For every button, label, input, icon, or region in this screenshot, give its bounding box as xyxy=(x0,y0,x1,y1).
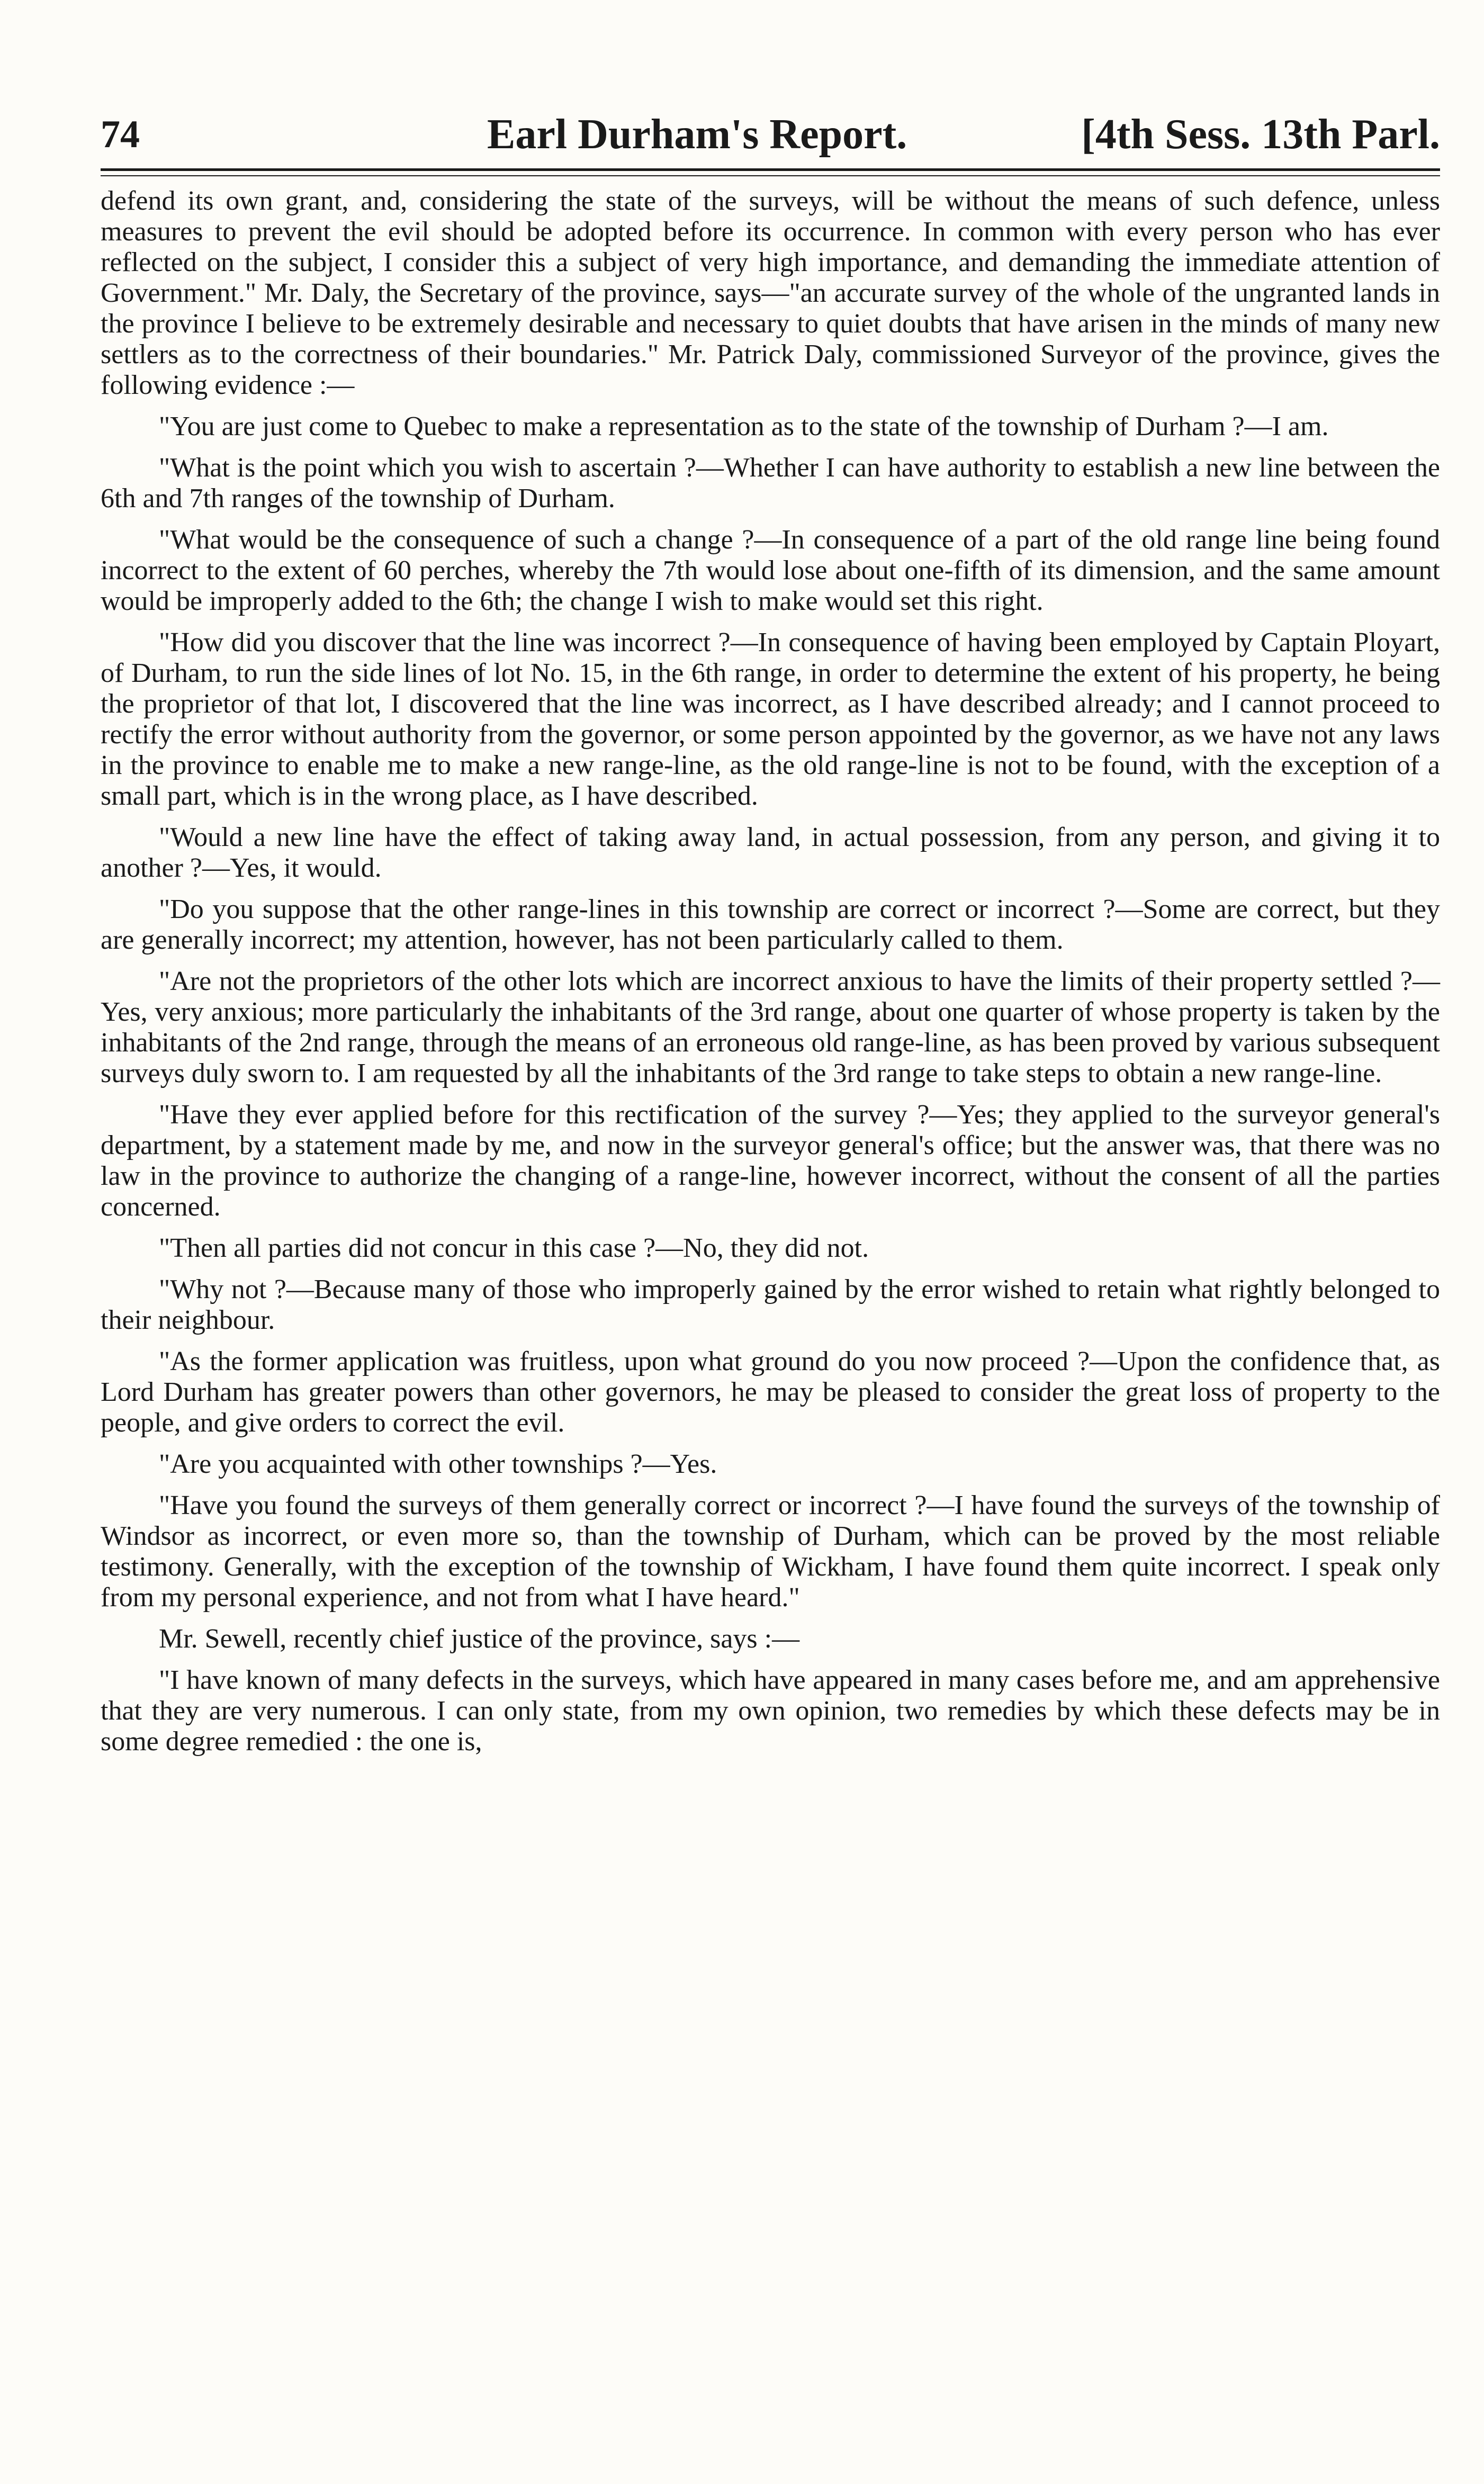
paragraph: "I have known of many defects in the surveys, which have appeared in many cases before me, and am apprehensive that they are very numerous. I can only state, from my own opinion, two remedies by which these defects may be in some degree remedied : the one is, xyxy=(101,1665,1440,1757)
paragraph: "How did you discover that the line was incorrect ?—In consequence of having been employed by Captain Ployart, of Durham, to run the side lines of lot No. 15, in the 6th range, in order to determine the extent of his property, he being the proprietor of that lot, I discovered that the line was incorrect, as I have described already; and I cannot proceed to rectify the error without authority from the governor, or some person appointed by the governor, as we have not any laws in the province to enable me to make a new range-line, as the old range-line is not to be found, with the exception of a small part, which is in the wrong place, as I have described. xyxy=(101,627,1440,811)
paragraph: "Have you found the surveys of them generally correct or incorrect ?—I have found the surveys of the township of Windsor as incorrect, or even more so, than the township of Durham, which can be proved by the most reliable testimony. Generally, with the exception of the township of Wickham, I have found them quite incorrect. I speak only from my personal experience, and not from what I have heard." xyxy=(101,1490,1440,1613)
session-label: [4th Sess. 13th Parl. xyxy=(1081,111,1440,158)
document-page xyxy=(101,106,1440,2435)
paragraph: "As the former application was fruitless, upon what ground do you now proceed ?—Upon the confidence that, as Lord Durham has greater powers than other governors, he may be pleased to consider the great loss of property to the people, and give orders to correct the evil. xyxy=(101,1346,1440,1438)
page-number: 74 xyxy=(101,113,140,156)
paragraph: "Do you suppose that the other range-lines in this township are correct or incorrect ?—Some are correct, but they are generally incorrect; my attention, however, has not been particularly called to them. xyxy=(101,894,1440,955)
paragraph: "Are not the proprietors of the other lots which are incorrect anxious to have the limits of their property settled ?—Yes, very anxious; more particularly the inhabitants of the 3rd range, about one quarter of whose property is taken by the inhabitants of the 2nd range, through the means of an erroneous old range-line, as has been proved by various subsequent surveys duly sworn to. I am requested by all the inhabitants of the 3rd range to take steps to obtain a new range-line. xyxy=(101,966,1440,1088)
page-header xyxy=(101,106,1440,164)
paragraph: "You are just come to Quebec to make a representation as to the state of the township of Durham ?—I am. xyxy=(159,411,1329,442)
paragraph: Mr. Sewell, recently chief justice of the province, says :— xyxy=(159,1624,800,1654)
paragraph: defend its own grant, and, considering the state of the surveys, will be without the means of such defence, unless measures to prevent the evil should be adopted before its occurrence. In common with every person who has ever reflected on the subject, I consider this a subject of very high importance, and demanding the immediate attention of Government." Mr. Daly, the Secretary of the province, says—"an accurate survey of the whole of the ungranted lands in the province I believe to be extremely desirable and necessary to quiet doubts that have arisen in the minds of many new settlers as to the correctness of their boundaries." Mr. Patrick Daly, commissioned Surveyor of the province, gives the following evidence :— xyxy=(101,186,1440,400)
paragraph: "Then all parties did not concur in this case ?—No, they did not. xyxy=(159,1233,869,1263)
paragraph: "Would a new line have the effect of taking away land, in actual possession, from any person, and giving it to another ?—Yes, it would. xyxy=(101,822,1440,883)
paragraph: "What is the point which you wish to ascertain ?—Whether I can have authority to establish a new line between the 6th and 7th ranges of the township of Durham. xyxy=(101,453,1440,514)
paragraph: "Have they ever applied before for this rectification of the survey ?—Yes; they applied to the surveyor general's department, by a statement made by me, and now in the surveyor general's office; but the answer was, that there was no law in the province to authorize the changing of a range-line, however incorrect, without the consent of all the parties concerned. xyxy=(101,1100,1440,1222)
body-text xyxy=(101,186,1440,1757)
paragraph: "Are you acquainted with other townships ?—Yes. xyxy=(159,1449,717,1479)
paragraph: "Why not ?—Because many of those who improperly gained by the error wished to retain what rightly belonged to their neighbour. xyxy=(101,1274,1440,1335)
running-title: Earl Durham's Report. xyxy=(487,111,907,158)
header-rule xyxy=(101,168,1440,176)
paragraph: "What would be the consequence of such a change ?—In consequence of a part of the old range line being found incorrect to the extent of 60 perches, whereby the 7th would lose about one-fifth of its dimension, and the same amount would be improperly added to the 6th; the change I wish to make would set this right. xyxy=(101,525,1440,616)
